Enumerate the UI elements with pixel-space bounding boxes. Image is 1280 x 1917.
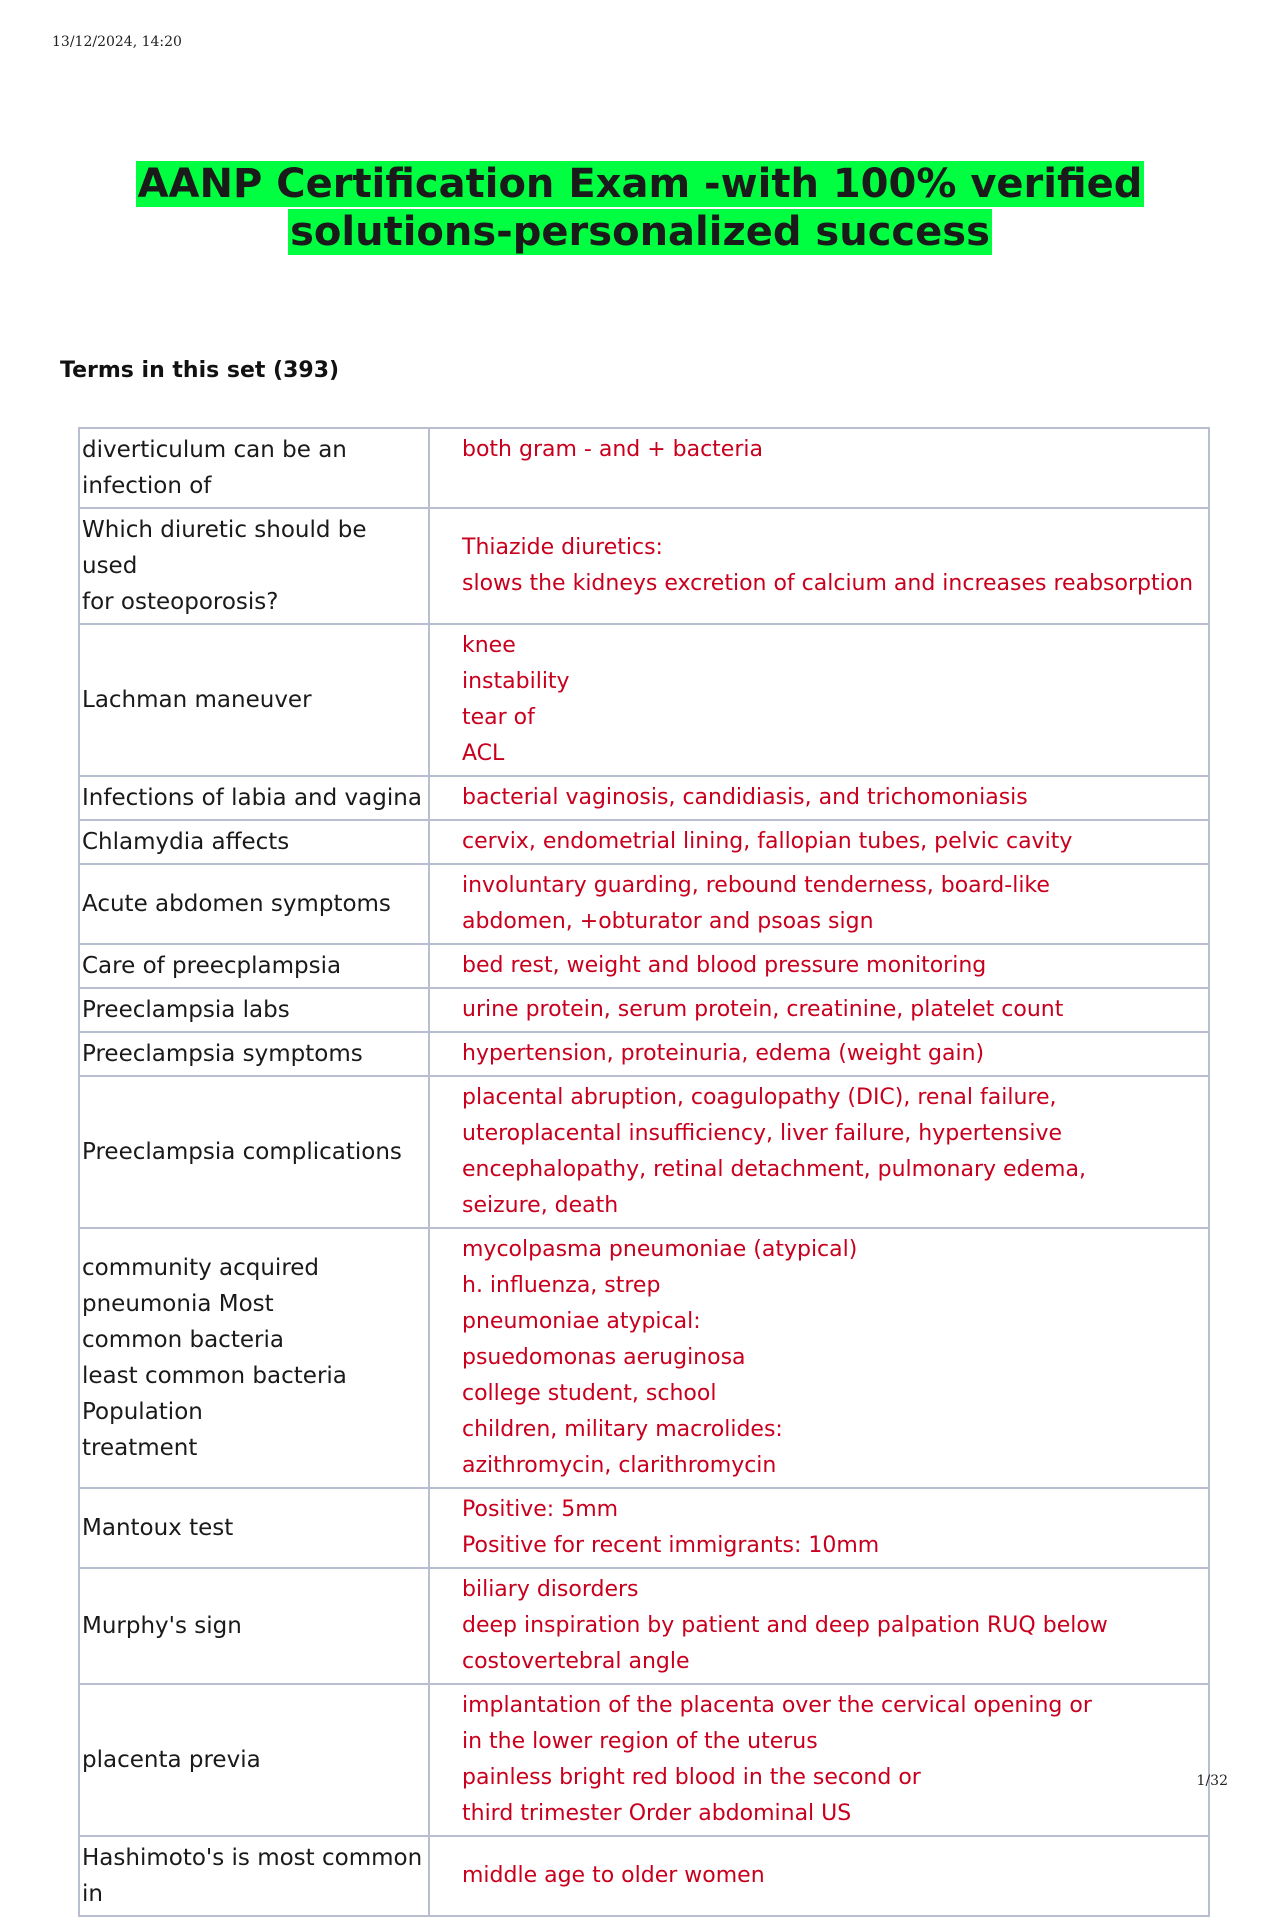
definition-text: encephalopathy, retinal detachment, pulmonary edema, (462, 1157, 1086, 1182)
table-row (79, 864, 1209, 944)
table-row (79, 988, 1209, 1032)
definition-text: instability (462, 669, 570, 694)
definition-text: college student, school (462, 1381, 717, 1406)
table-row (79, 1228, 1209, 1488)
term-text: diverticulum can be an (82, 437, 347, 463)
term-text: community acquired (82, 1255, 320, 1281)
definition-text: cervix, endometrial lining, fallopian tubes, pelvic cavity (462, 829, 1073, 854)
table-row (79, 508, 1209, 624)
term-text: placenta previa (82, 1747, 261, 1773)
definition-cell (429, 1488, 1209, 1568)
definition-cell (429, 1228, 1209, 1488)
table-row (79, 1836, 1209, 1916)
table-row (79, 1076, 1209, 1228)
definition-cell (429, 428, 1209, 508)
term-cell (79, 624, 429, 776)
definition-text: both gram - and + bacteria (462, 437, 763, 462)
definition-text: h. influenza, strep (462, 1273, 661, 1298)
term-text: for osteoporosis? (82, 589, 279, 615)
definition-text: middle age to older women (462, 1863, 765, 1888)
term-text: least common bacteria (82, 1363, 347, 1389)
table-row (79, 1488, 1209, 1568)
term-text: Population (82, 1399, 203, 1425)
term-cell (79, 820, 429, 864)
definition-text: slows the kidneys excretion of calcium and increases reabsorption (462, 571, 1194, 596)
definition-cell (429, 820, 1209, 864)
term-cell (79, 1032, 429, 1076)
definition-text: involuntary guarding, rebound tenderness, board-like (462, 873, 1050, 898)
definition-text: psuedomonas aeruginosa (462, 1345, 746, 1370)
definition-text: tear of (462, 705, 535, 730)
table-row (79, 624, 1209, 776)
definition-cell (429, 1568, 1209, 1684)
term-cell (79, 776, 429, 820)
term-text: Hashimoto's is most common in (82, 1845, 423, 1907)
term-text: Acute abdomen symptoms (82, 891, 391, 917)
definition-cell (429, 776, 1209, 820)
term-cell (79, 1076, 429, 1228)
definition-text: implantation of the placenta over the cervical opening or (462, 1693, 1092, 1718)
title-line-1: AANP Certification Exam -with 100% verified (137, 161, 1143, 207)
document-title (0, 160, 1280, 256)
definition-text: urine protein, serum protein, creatinine, platelet count (462, 997, 1064, 1022)
definition-cell (429, 988, 1209, 1032)
terms-count-heading: Terms in this set (393) (60, 358, 340, 383)
definition-cell (429, 1684, 1209, 1836)
definition-text: ACL (462, 741, 505, 766)
term-text: Which diuretic should be used (82, 517, 367, 579)
definition-text: Thiazide diuretics: (462, 535, 663, 560)
term-cell (79, 1836, 429, 1916)
definition-text: knee (462, 633, 516, 658)
definition-text: bacterial vaginosis, candidiasis, and trichomoniasis (462, 785, 1028, 810)
definition-cell (429, 944, 1209, 988)
table-row (79, 428, 1209, 508)
definition-text: hypertension, proteinuria, edema (weight gain) (462, 1041, 985, 1066)
definition-cell (429, 1836, 1209, 1916)
table-row (79, 1032, 1209, 1076)
definition-text: painless bright red blood in the second or (462, 1765, 921, 1790)
term-cell (79, 864, 429, 944)
definition-text: costovertebral angle (462, 1649, 690, 1674)
table-row (79, 1568, 1209, 1684)
term-text: Lachman maneuver (82, 687, 312, 713)
term-text: Preeclampsia complications (82, 1139, 402, 1165)
term-cell (79, 508, 429, 624)
term-text: Murphy's sign (82, 1613, 242, 1639)
term-text: Infections of labia and vagina (82, 785, 422, 811)
term-text: Chlamydia affects (82, 829, 290, 855)
term-text: Preeclampsia labs (82, 997, 290, 1023)
definition-text: Positive for recent immigrants: 10mm (462, 1533, 880, 1558)
definition-text: seizure, death (462, 1193, 619, 1218)
definition-text: biliary disorders (462, 1577, 639, 1602)
definition-text: azithromycin, clarithromycin (462, 1453, 777, 1478)
term-cell (79, 1684, 429, 1836)
table-row (79, 776, 1209, 820)
table-row (79, 1684, 1209, 1836)
definition-text: deep inspiration by patient and deep palpation RUQ below (462, 1613, 1108, 1638)
terms-table (78, 427, 1210, 1917)
term-cell (79, 428, 429, 508)
term-text: treatment (82, 1435, 198, 1461)
terms-table-body (79, 428, 1209, 1916)
definition-text: abdomen, +obturator and psoas sign (462, 909, 874, 934)
definition-text: bed rest, weight and blood pressure monitoring (462, 953, 987, 978)
definition-text: placental abruption, coagulopathy (DIC), renal failure, (462, 1085, 1057, 1110)
definition-text: third trimester Order abdominal US (462, 1801, 852, 1826)
term-text: Care of preecplampsia (82, 953, 342, 979)
definition-text: Positive: 5mm (462, 1497, 619, 1522)
term-cell (79, 1568, 429, 1684)
definition-text: pneumoniae atypical: (462, 1309, 701, 1334)
definition-cell (429, 864, 1209, 944)
term-cell (79, 1488, 429, 1568)
term-text: Mantoux test (82, 1515, 234, 1541)
definition-text: children, military macrolides: (462, 1417, 783, 1442)
definition-text: uteroplacental insufficiency, liver failure, hypertensive (462, 1121, 1063, 1146)
definition-cell (429, 1076, 1209, 1228)
definition-cell (429, 1032, 1209, 1076)
term-cell (79, 1228, 429, 1488)
term-text: common bacteria (82, 1327, 284, 1353)
definition-text: mycolpasma pneumoniae (atypical) (462, 1237, 858, 1262)
definition-text: in the lower region of the uterus (462, 1729, 818, 1754)
term-cell (79, 988, 429, 1032)
term-text: Preeclampsia symptoms (82, 1041, 363, 1067)
table-row (79, 820, 1209, 864)
print-timestamp: 13/12/2024, 14:20 (52, 34, 182, 50)
page-number: 1/32 (1196, 1773, 1228, 1789)
term-text: pneumonia Most (82, 1291, 274, 1317)
term-cell (79, 944, 429, 988)
definition-cell (429, 624, 1209, 776)
term-text: infection of (82, 473, 212, 499)
title-line-2: solutions-personalized success (290, 209, 990, 255)
table-row (79, 944, 1209, 988)
definition-cell (429, 508, 1209, 624)
